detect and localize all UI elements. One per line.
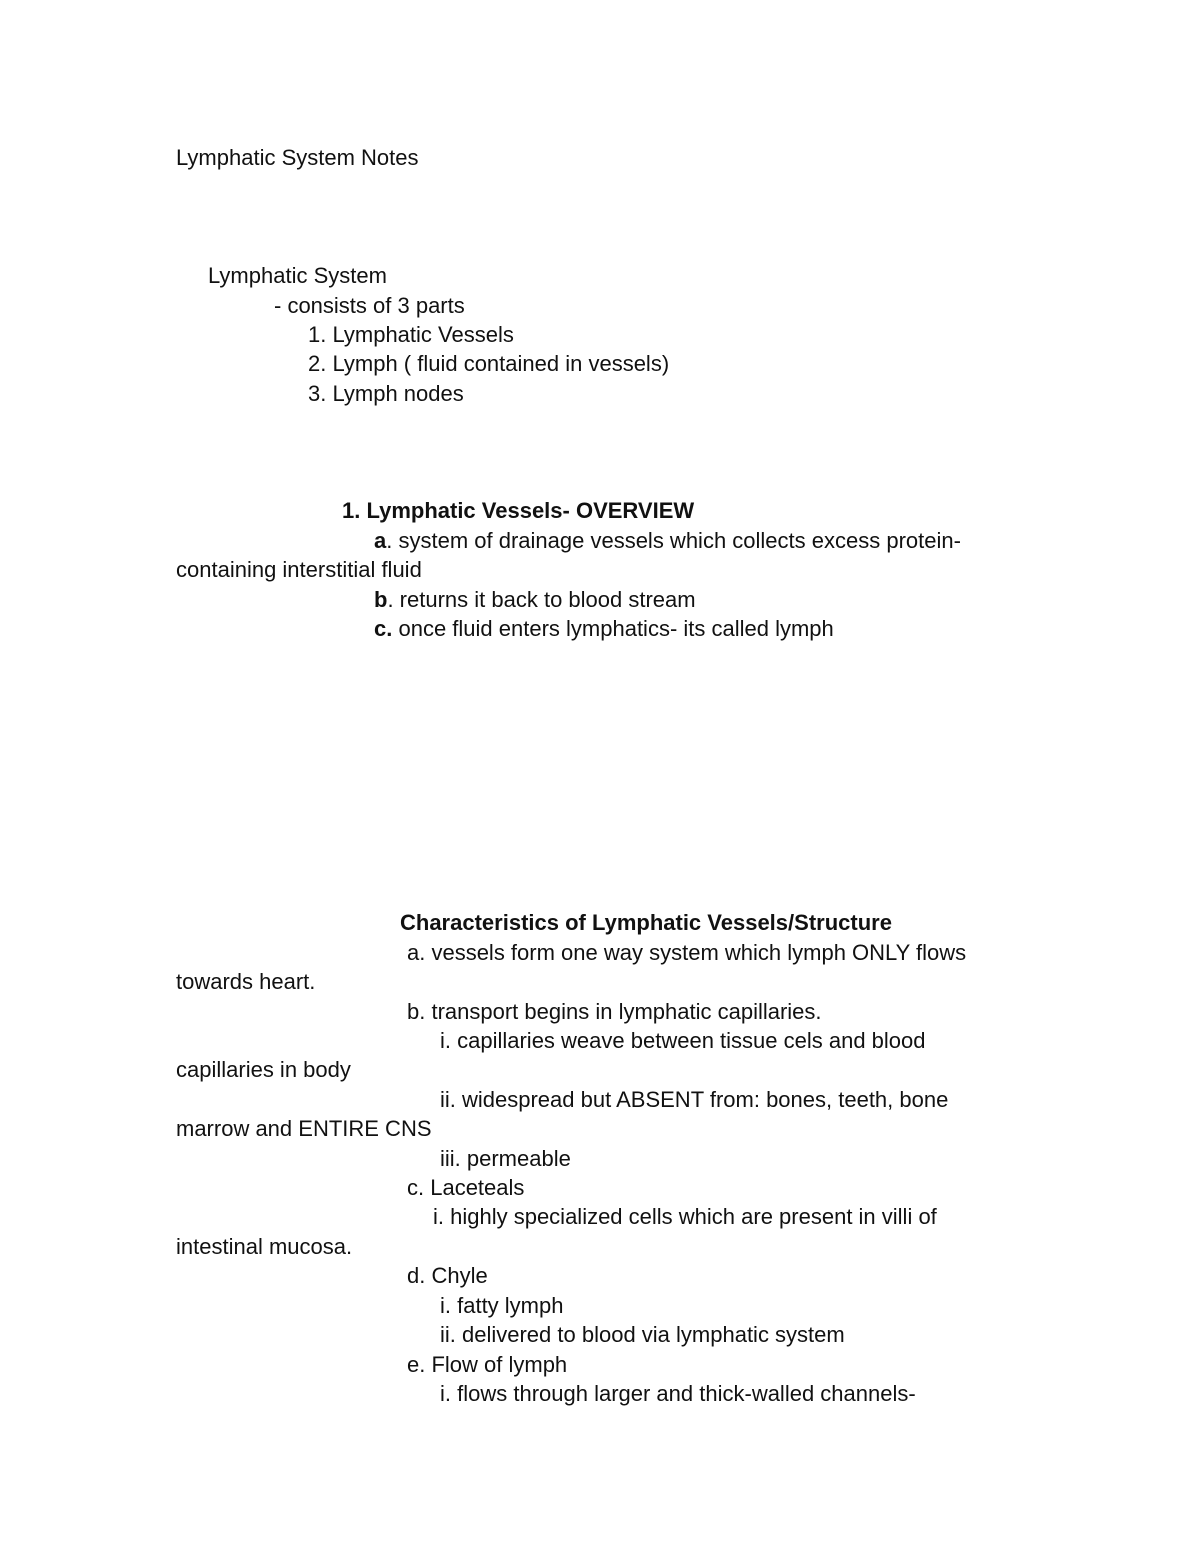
characteristics-line: i. capillaries weave between tissue cels and blood bbox=[440, 1028, 926, 1053]
characteristics-line: iii. permeable bbox=[440, 1146, 571, 1171]
characteristics-line: a. vessels form one way system which lymph ONLY flows bbox=[407, 940, 967, 965]
overview-heading: 1. Lymphatic Vessels- OVERVIEW bbox=[342, 498, 695, 523]
overview-item-b bbox=[374, 585, 696, 615]
characteristics-line: intestinal mucosa. bbox=[176, 1234, 353, 1259]
characteristics-line: i. flows through larger and thick-walled channels- bbox=[440, 1381, 916, 1406]
characteristics-line: marrow and ENTIRE CNS bbox=[176, 1116, 432, 1141]
characteristics-line: i. highly specialized cells which are present in villi of bbox=[433, 1204, 937, 1229]
part-item: 3. Lymph nodes bbox=[308, 381, 464, 406]
characteristics-line: i. fatty lymph bbox=[440, 1293, 564, 1318]
section-heading-lymphatic-system: Lymphatic System bbox=[208, 263, 387, 288]
characteristics-line: b. transport begins in lymphatic capillaries. bbox=[407, 999, 822, 1024]
item-text: . system of drainage vessels which collects excess protein- bbox=[386, 528, 961, 553]
characteristics-heading: Characteristics of Lymphatic Vessels/Structure bbox=[400, 910, 892, 935]
characteristics-line: e. Flow of lymph bbox=[407, 1352, 568, 1377]
document-title: Lymphatic System Notes bbox=[176, 145, 419, 170]
overview-item-a bbox=[374, 526, 961, 556]
characteristics-line: ii. widespread but ABSENT from: bones, teeth, bone bbox=[440, 1087, 949, 1112]
item-text: once fluid enters lymphatics- its called lymph bbox=[392, 616, 834, 641]
part-item: 1. Lymphatic Vessels bbox=[308, 322, 514, 347]
item-text: . returns it back to blood stream bbox=[387, 587, 696, 612]
item-letter: a bbox=[374, 528, 387, 553]
item-letter: b bbox=[374, 587, 388, 612]
characteristics-line: ii. delivered to blood via lymphatic system bbox=[440, 1322, 845, 1347]
characteristics-line: c. Laceteals bbox=[407, 1175, 525, 1200]
characteristics-line: d. Chyle bbox=[407, 1263, 488, 1288]
overview-item-a-continued: containing interstitial fluid bbox=[176, 557, 422, 582]
item-letter: c. bbox=[374, 616, 393, 641]
overview-item-c bbox=[374, 614, 834, 644]
consists-line: - consists of 3 parts bbox=[274, 293, 465, 318]
characteristics-line: capillaries in body bbox=[176, 1057, 351, 1082]
part-item: 2. Lymph ( fluid contained in vessels) bbox=[308, 351, 670, 376]
characteristics-line: towards heart. bbox=[176, 969, 316, 994]
